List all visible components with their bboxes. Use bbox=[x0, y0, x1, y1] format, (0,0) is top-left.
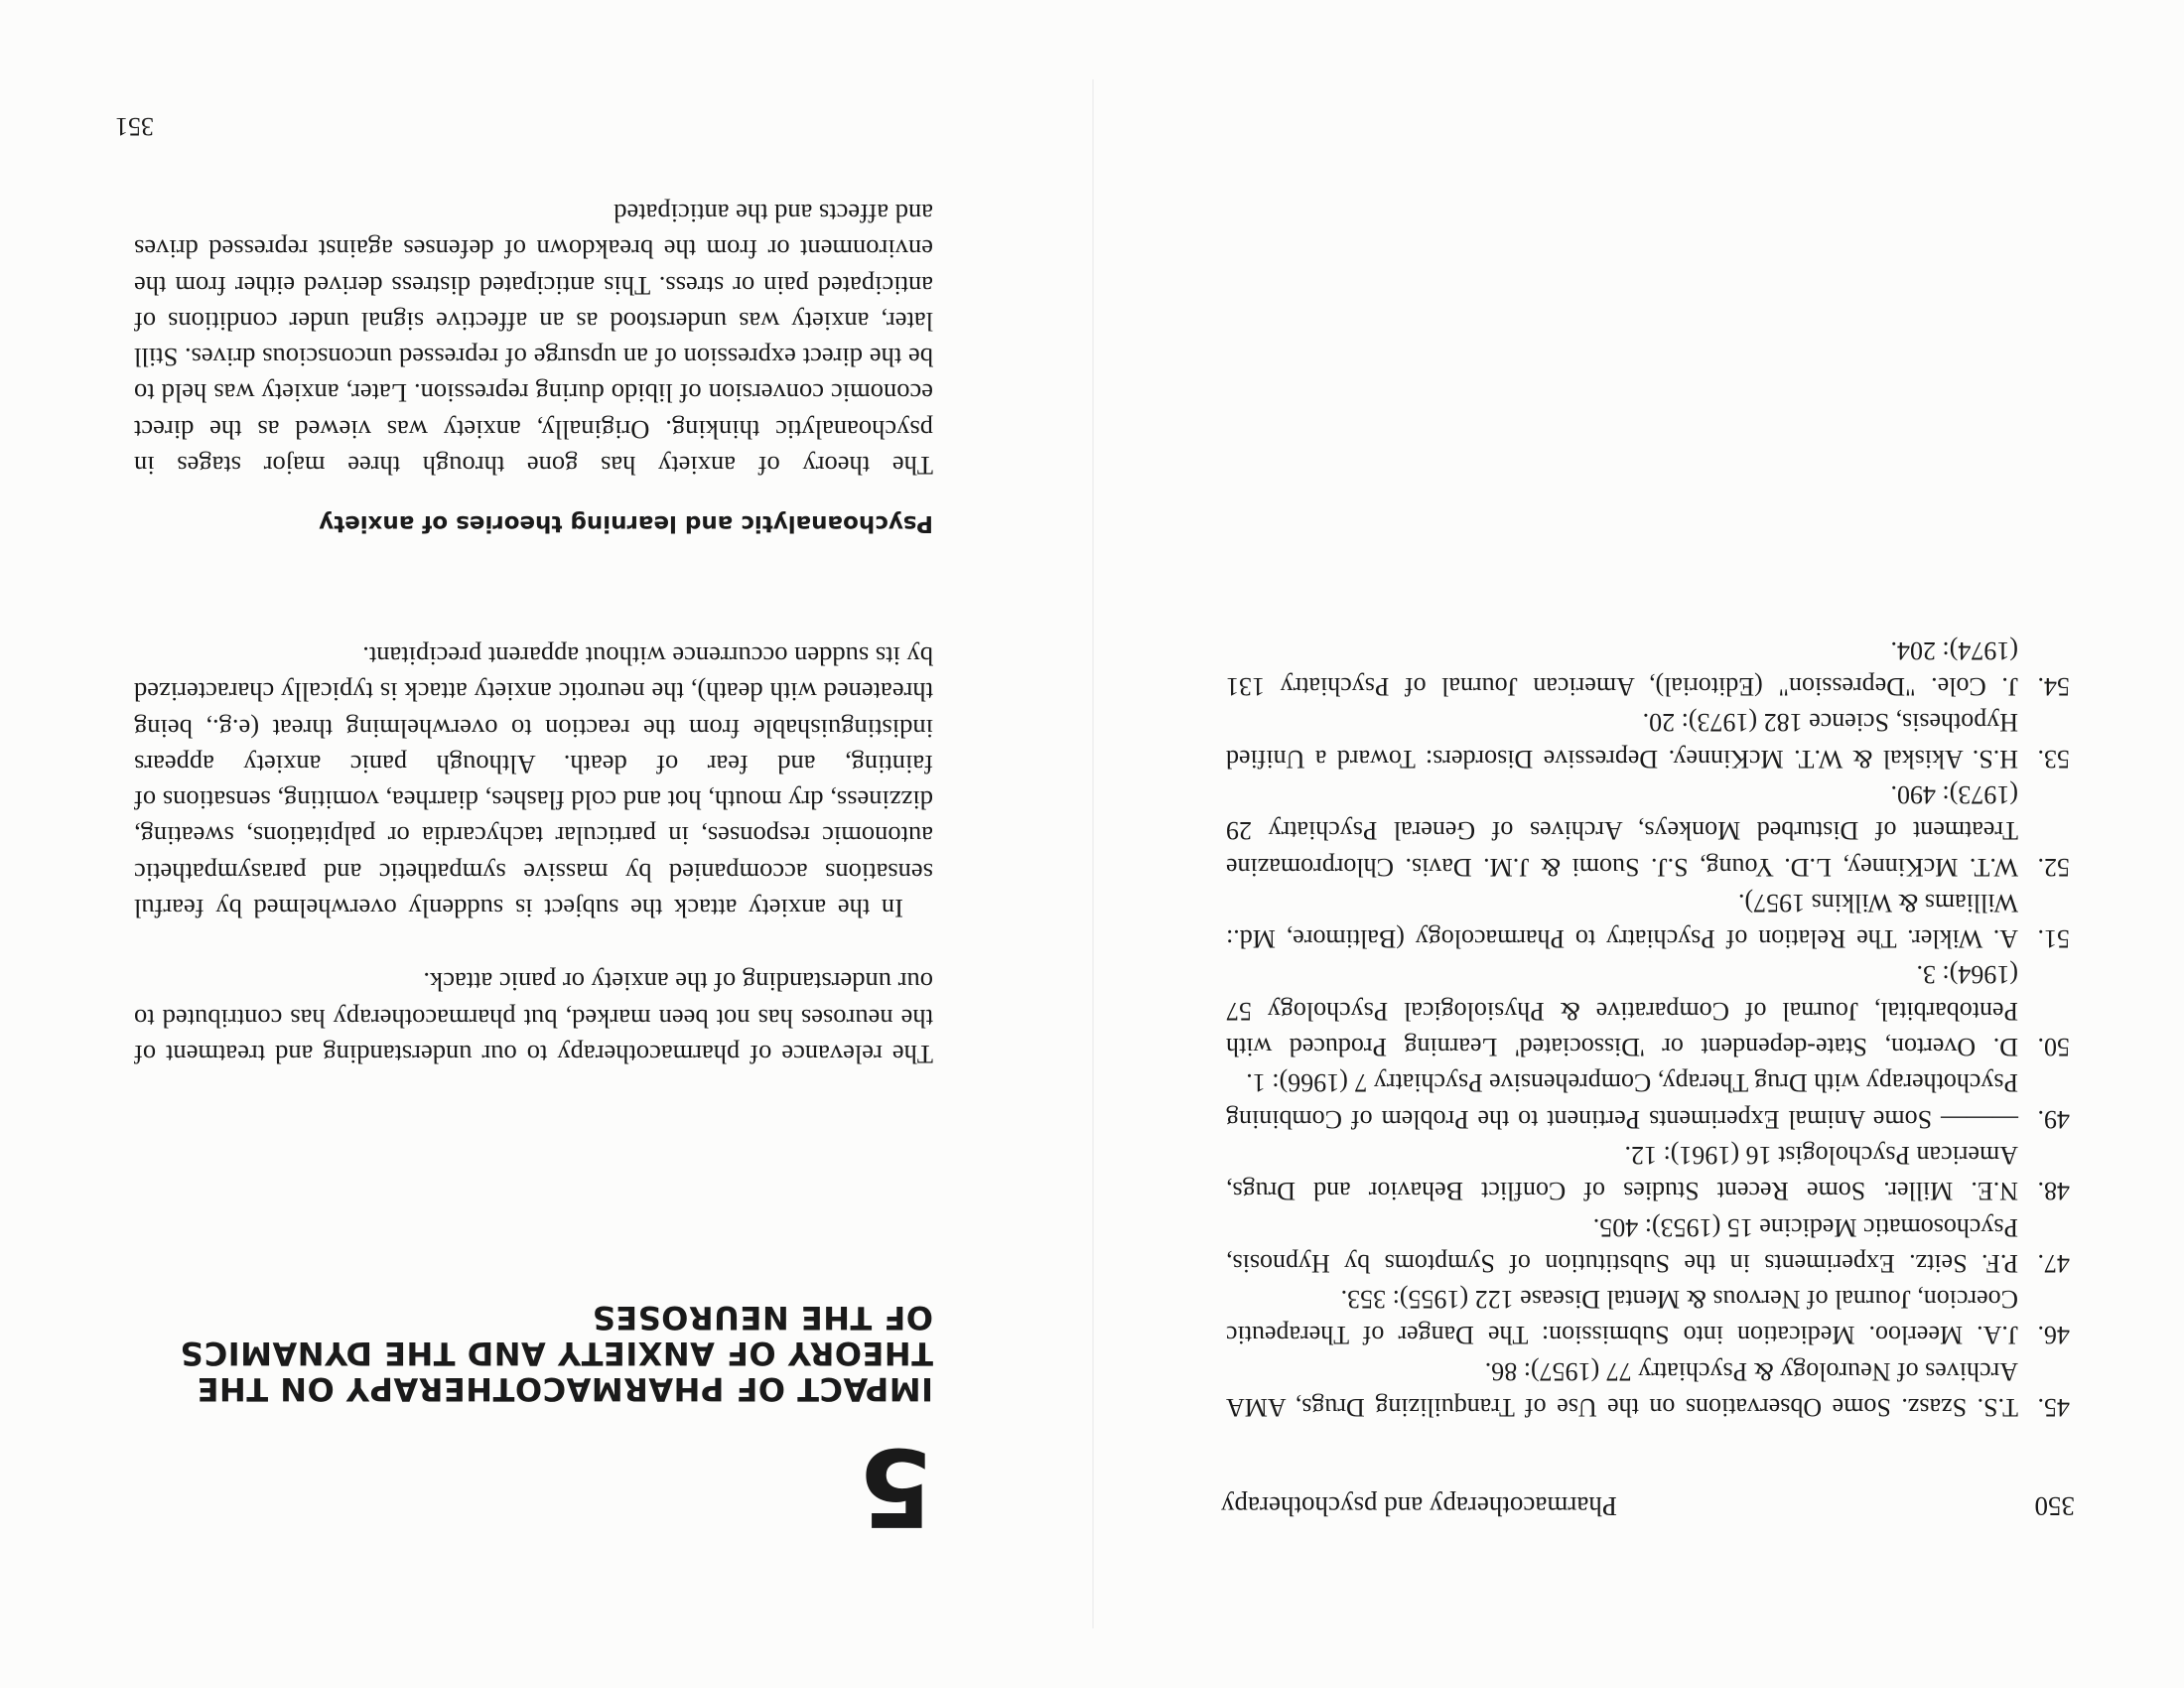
reference-number: 50. bbox=[2037, 1033, 2070, 1062]
reference-item bbox=[1226, 704, 2070, 776]
section-heading: Psychoanalytic and learning theories of anxiety bbox=[319, 510, 933, 536]
body-paragraph: The theory of anxiety has gone through three major stages in psychoanalytic thinking. Originally, anxiety was viewed as the direct economic conversion of libido during repression. Later, anxiety was held to be the direct expression of an upsurge of repressed unconscious drives. Still later, anxiety was understood as an affective signal under conditions of anticipated pain or stress. This anticipated distress derived either from the environment or from the breakdown of defenses against repressed drives and affects and the anticipated bbox=[134, 198, 933, 481]
reference-number: 49. bbox=[2037, 1104, 2070, 1134]
reference-number: 53. bbox=[2037, 744, 2070, 774]
reference-text: N.E. Miller. Some Recent Studies of Conflict Behavior and Drugs, American Psychologist 16 (1961): 12. bbox=[1226, 1140, 2018, 1206]
reference-text: T.S. Szasz. Some Observations on the Use of Tranquilizing Drugs, AMA Archives of Neurology & Psychiatry 77 (1957): 86. bbox=[1226, 1356, 2018, 1422]
page-gutter bbox=[1092, 79, 1094, 1628]
reference-text: A. Wikler. The Relation of Psychiatry to Pharmacology (Baltimore, Md.: Williams & Wilkins 1957). bbox=[1226, 888, 2018, 954]
reference-item bbox=[1226, 632, 2070, 704]
reference-item bbox=[1226, 1281, 2070, 1353]
reference-number: 48. bbox=[2037, 1177, 2070, 1206]
reference-list bbox=[1226, 632, 2070, 1425]
reference-number: 45. bbox=[2037, 1393, 2070, 1422]
reference-item bbox=[1226, 885, 2070, 957]
reference-item bbox=[1226, 1352, 2070, 1425]
reference-item bbox=[1226, 1137, 2070, 1209]
reference-item bbox=[1226, 1064, 2070, 1137]
reference-number: 52. bbox=[2037, 852, 2070, 882]
reference-text: H.S. Akiskal & W.T. McKinney. Depressive Disorders: Toward a Unified Hypothesis, Science 182 (1973): 20. bbox=[1226, 708, 2018, 774]
reference-number: 54. bbox=[2037, 672, 2070, 702]
reference-text: P.F. Seitz. Experiments in the Substitution of Symptoms by Hypnosis, Psychosomatic Medicine 15 (1953): 405. bbox=[1226, 1212, 2018, 1278]
page-number: 350 bbox=[2034, 1491, 2075, 1521]
reference-number: 47. bbox=[2037, 1248, 2070, 1278]
reference-item bbox=[1226, 956, 2070, 1064]
reference-number: 51. bbox=[2037, 924, 2070, 954]
chapter-number: 5 bbox=[858, 1424, 933, 1548]
reference-text: D. Overton, State-dependent or 'Dissociated' Learning Produced with Pentobarbital, Journal of Comparative & Physiological Psychology 57 (1964): 3. bbox=[1226, 960, 2018, 1062]
reference-text: J. Cole. "Depression" (Editorial), American Journal of Psychiatry 131 (1974): 204. bbox=[1226, 635, 2018, 702]
body-paragraph: In the anxiety attack the subject is suddenly overwhelmed by fearful sensations accompanied by massive sympathetic and parasympathetic autonomic responses, in particular tachycardia or palpitations, sweating, dizziness, dry mouth, hot and cold flashes, diarrhea, vomiting, sensations of fainting, and fear of death. Although panic anxiety appears indistinguishable from the reaction to overwhelming threat (e.g., being threatened with death), the neurotic anxiety attack is typically characterized by its sudden occurrence without apparent precipitant. bbox=[134, 640, 933, 923]
reference-text: ——— Some Animal Experiments Pertinent to the Problem of Combining Psychotherapy with Drug Therapy, Comprehensive Psychiatry 7 (1966): 1. bbox=[1226, 1068, 2018, 1134]
page-number: 351 bbox=[115, 112, 154, 141]
reference-number: 46. bbox=[2037, 1321, 2070, 1350]
body-paragraph: The relevance of pharmacotherapy to our understanding and treatment of the neuroses has not been marked, but pharmacotherapy has contributed to our understanding of the anxiety or panic attack. bbox=[134, 967, 933, 1069]
reference-text: J.A. Meerloo. Medication into Submission: The Danger of Therapeutic Coercion, Journal of Nervous & Mental Disease 122 (1955): 353. bbox=[1226, 1285, 2018, 1350]
running-head-title: Pharmacotherapy and psychotherapy bbox=[1221, 1491, 1617, 1521]
reference-text: W.T. McKinney, L.D. Young, S.J. Suomi & J.M. Davis. Chlorpromazine Treatment of Disturbed Monkeys, Archives of General Psychiatry 29 (1973): 490. bbox=[1226, 779, 2018, 882]
chapter-title: IMPACT OF PHARMACOTHERAPY ON THE THEORY OF ANXIETY AND THE DYNAMICS OF THE NEUROSES bbox=[180, 1299, 933, 1408]
reference-item bbox=[1226, 1208, 2070, 1281]
left-page bbox=[1092, 0, 2184, 1688]
reference-item bbox=[1226, 776, 2070, 885]
